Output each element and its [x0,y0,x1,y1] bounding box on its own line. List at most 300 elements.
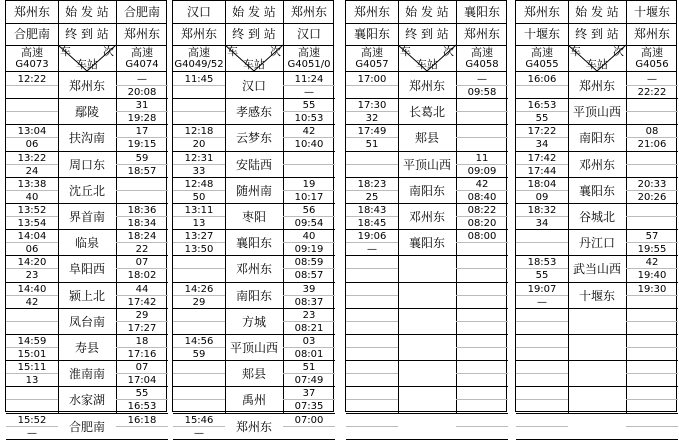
table-row [516,361,678,387]
table-row [173,152,335,178]
departure-time-right: 08:20 [467,218,497,229]
arrival-time-left [346,361,398,374]
arrival-time-right: 31 [135,100,149,112]
arrival-time-left: 15:52 [17,414,47,426]
table-row [516,152,678,178]
departure-time-right: 18:34 [127,218,157,229]
table-row [173,73,335,99]
arrival-time-right: 55 [135,388,149,400]
arrival-time-left [6,99,58,112]
terminal-left-station: 合肥南 [13,27,50,41]
departure-time-right: 08:01 [294,349,324,360]
right-time-cell [456,178,508,204]
left-time-cell [516,256,568,282]
departure-time-left: 15:01 [17,349,47,360]
departure-time-left: — [194,427,204,439]
left-time-cell [6,99,58,125]
arrival-time-right: — [647,74,657,85]
departure-time-left [173,400,225,413]
station-name: 丹江口 [578,236,615,251]
terminal-title: 终 到 站 [232,27,276,41]
table-row [6,99,168,125]
departure-time-left: 13 [25,375,39,387]
departure-time-left [516,243,568,256]
origin-right-station: 襄阳东 [463,5,500,19]
arrival-time-right [626,99,678,112]
station-name: 沈丘北 [68,183,105,198]
arrival-time-left [6,309,58,322]
table-row [516,204,678,230]
station-name [398,256,456,282]
arrival-time-right: 11:24 [294,74,324,85]
departure-time-right: 18:57 [127,165,157,177]
left-time-cell [346,256,398,282]
departure-time-right: 22:22 [637,87,667,98]
table-row [173,387,335,413]
arrival-time-right [456,256,508,269]
table-row [173,256,335,282]
table-row [173,361,335,387]
right-time-cell [626,309,678,335]
right-time-cell [456,230,508,256]
station-name: 凤台南 [68,314,105,329]
station-name [568,361,626,387]
arrival-time-left [516,361,568,374]
station-name: 界首南 [68,210,105,224]
right-time-cell [626,99,678,125]
left-time-cell [516,387,568,413]
row-divider [516,439,678,440]
station-header-cell [225,45,283,71]
arrival-time-right: 59 [135,152,149,164]
arrival-time-right: 08 [645,126,659,138]
departure-time-right: 19:55 [637,244,667,256]
table-row [346,309,508,335]
departure-time-left [346,322,398,335]
station-name: 郑州东 [68,79,105,93]
station-name [568,335,626,361]
station-name [398,387,456,413]
station-name: 淮南南 [68,367,105,382]
arrival-time-right: 07 [135,362,149,374]
departure-time-right [456,112,508,125]
left-train-grade: 高速 [21,46,43,59]
departure-time-right [626,112,678,125]
departure-time-left: 18:45 [357,218,387,229]
arrival-time-left: 13:11 [184,205,214,216]
right-time-cell [283,309,335,335]
arrival-time-right [456,99,508,112]
station-name: 禹州 [241,393,266,408]
header-label-train: 车 [570,45,581,58]
arrival-time-right: 17 [135,126,149,138]
table-row [346,414,508,440]
arrival-time-right: 23 [302,309,316,321]
departure-time-left: — [367,244,377,256]
arrival-time-left: 12:18 [184,126,214,138]
departure-time-right: 08:21 [294,322,324,334]
arrival-time-right: 18 [135,336,149,347]
station-name [398,361,456,387]
terminal-left-station: 十堰东 [523,27,560,41]
header-label-station: 车站 [586,58,608,71]
arrival-time-right [456,283,508,296]
arrival-time-right [626,152,678,165]
arrival-time-right: 37 [302,388,316,400]
left-time-cell [173,73,225,99]
arrival-time-right: 08:22 [467,205,497,216]
departure-time-right: 20:08 [127,87,157,98]
right-time-cell [116,309,168,335]
departure-time-left [516,427,568,440]
station-name: 南阳东 [408,183,445,198]
table-row [346,283,508,309]
table-row [516,309,678,335]
station-name: 邓州东 [235,262,272,277]
departure-time-left: 13:50 [184,244,214,256]
table-row [6,414,168,440]
arrival-time-left [346,387,398,400]
station-name: 南阳东 [578,131,615,146]
station-name: 郑州东 [235,419,272,434]
arrival-time-right [626,335,678,348]
station-name: 谷城北 [578,210,615,224]
table-row [516,335,678,361]
left-time-cell [6,335,58,361]
departure-time-right [626,374,678,387]
left-time-cell [516,414,568,440]
left-time-cell [173,283,225,309]
left-time-cell [346,335,398,361]
right-time-cell [116,230,168,256]
departure-time-right [456,374,508,387]
departure-time-right [456,427,508,440]
station-name [568,387,626,413]
right-time-cell [116,204,168,230]
left-time-cell [6,256,58,282]
arrival-time-left: 18:23 [357,178,387,190]
arrival-time-left: 14:20 [17,257,47,269]
table-row [346,152,508,178]
arrival-time-left [173,256,225,269]
left-train-number: G4049/52 [174,59,224,70]
table-row [6,230,168,256]
origin-title: 始 发 站 [405,5,449,19]
arrival-time-left [516,387,568,400]
arrival-time-right: 19:30 [637,283,667,295]
arrival-time-left [173,99,225,112]
departure-time-right [456,348,508,361]
right-time-cell [626,230,678,256]
arrival-time-right [456,309,508,322]
header-divider [173,71,333,72]
terminal-title: 终 到 站 [575,27,619,41]
arrival-time-left [346,283,398,296]
station-name: 襄阳东 [578,183,615,198]
right-time-cell [283,73,335,99]
station-header-cell [398,45,456,71]
departure-time-left: 32 [365,113,379,125]
arrival-time-left [346,414,398,427]
departure-time-left [346,427,398,440]
departure-time-right: 22 [135,244,149,256]
departure-time-right: 17:42 [127,296,157,308]
departure-time-left [346,86,398,99]
left-time-cell [6,387,58,413]
station-name: 平顶山西 [229,341,278,355]
arrival-time-right [456,361,508,374]
origin-title: 始 发 站 [575,5,619,19]
arrival-time-left [516,414,568,427]
station-name: 水家湖 [68,393,105,408]
terminal-right-station: 汉口 [296,27,321,41]
arrival-time-right [116,178,168,191]
row-divider [346,439,508,440]
departure-time-left [6,322,58,335]
departure-time-left: 06 [25,244,39,256]
table-row [6,178,168,204]
departure-time-left: 51 [365,139,379,151]
arrival-time-right: — [137,74,147,85]
table-row [346,125,508,151]
arrival-time-left [173,361,225,374]
departure-time-right [626,165,678,178]
departure-time-left: 50 [192,191,206,203]
departure-time-right: 10:53 [294,113,324,125]
right-time-cell [283,283,335,309]
arrival-time-left: 17:42 [527,152,557,164]
table-row [516,283,678,309]
left-time-cell [6,125,58,151]
left-time-cell [516,204,568,230]
right-time-cell [456,256,508,282]
arrival-time-left: 17:30 [357,100,387,112]
origin-left-station: 汉口 [186,5,211,19]
terminal-left-station: 郑州东 [180,27,217,41]
departure-time-right [456,322,508,335]
station-name: 平顶山西 [402,157,451,172]
arrival-time-left: 11:45 [184,74,214,85]
table-row [173,414,335,440]
departure-time-left [346,269,398,282]
station-name: 郑州东 [578,79,615,93]
table-row [346,230,508,256]
departure-time-left: 17:44 [527,165,557,177]
timetable-panel [345,0,507,412]
table-row [346,204,508,230]
station-name: 扶沟南 [68,131,105,146]
left-time-cell [516,230,568,256]
station-name [568,309,626,335]
right-train-grade: 高速 [641,46,663,59]
right-time-cell [626,361,678,387]
departure-time-right: 08:40 [467,191,497,203]
arrival-time-left: 12:48 [184,178,214,190]
left-time-cell [173,178,225,204]
right-time-cell [283,204,335,230]
right-time-cell [116,125,168,151]
left-time-cell [6,230,58,256]
table-row [516,230,678,256]
left-train-number: G4073 [15,59,49,70]
arrival-time-left: 18:32 [527,205,557,216]
departure-time-right: 17:04 [127,375,157,387]
departure-time-left: 55 [535,270,549,282]
left-time-cell [173,152,225,178]
departure-time-left: 09 [535,191,549,203]
departure-time-left [173,374,225,387]
right-time-cell [456,414,508,440]
origin-title: 始 发 站 [232,5,276,19]
departure-time-right: 20:26 [637,191,667,203]
right-time-cell [116,283,168,309]
left-time-cell [6,178,58,204]
table-row [516,178,678,204]
arrival-time-left: 13:38 [17,178,47,190]
arrival-time-left [346,152,398,165]
table-row [6,73,168,99]
table-row [516,99,678,125]
right-time-cell [626,204,678,230]
right-time-cell [116,335,168,361]
timetable-panel [5,0,167,439]
left-time-cell [516,309,568,335]
arrival-time-left [173,309,225,322]
table-row [346,178,508,204]
arrival-time-left: 18:53 [527,257,557,269]
departure-time-left [173,322,225,335]
station-name: 郏县 [414,131,439,146]
header-label-number: 次 [103,45,114,58]
departure-time-left [6,86,58,99]
departure-time-right [456,296,508,309]
station-name: 颍上北 [68,288,105,303]
departure-time-right: 19:40 [637,270,667,282]
right-time-cell [456,152,508,178]
left-time-cell [346,152,398,178]
header-label-train: 车 [227,45,238,58]
right-time-cell [626,125,678,151]
arrival-time-left: 17:22 [527,126,557,138]
arrival-time-left [516,230,568,243]
left-time-cell [173,125,225,151]
station-name: 周口东 [68,157,105,172]
arrival-time-right: 08:59 [294,257,324,269]
left-time-cell [516,125,568,151]
right-time-cell [626,414,678,440]
table-row [346,256,508,282]
right-time-cell [116,361,168,387]
header-label-train: 车 [60,45,71,58]
departure-time-right: 08:37 [294,296,324,308]
departure-time-right: 09:19 [294,244,324,256]
departure-time-right [456,400,508,413]
arrival-time-right: 29 [135,309,149,321]
departure-time-right: 19:15 [127,139,157,151]
arrival-time-left: 16:06 [527,74,557,85]
station-name: 方城 [241,314,266,329]
departure-time-left: 34 [535,218,549,229]
departure-time-left [173,269,225,282]
station-name: 南阳东 [235,288,272,303]
arrival-time-right: 18:36 [127,205,157,216]
departure-time-right [626,296,678,309]
terminal-right-station: 郑州东 [123,27,160,41]
right-time-cell [283,387,335,413]
arrival-time-left: 18:43 [357,205,387,216]
departure-time-left: 23 [25,270,39,282]
departure-time-right: 18:02 [127,270,157,282]
table-row [173,283,335,309]
left-time-cell [6,309,58,335]
right-train-number: G4051/0 [287,59,331,70]
departure-time-left [516,348,568,361]
arrival-time-right [626,204,678,217]
arrival-time-right: 51 [302,362,316,374]
departure-time-left: 33 [192,165,206,177]
row-divider [6,439,168,440]
right-time-cell [116,99,168,125]
arrival-time-right: 03 [302,336,316,347]
station-name: 平顶山西 [572,105,621,120]
origin-right-station: 郑州东 [290,5,327,19]
station-name: 寿县 [74,341,99,355]
departure-time-right: 16:53 [127,401,157,413]
departure-time-left: 40 [25,191,39,203]
departure-time-right [116,427,168,440]
right-time-cell [283,414,335,440]
table-row [173,335,335,361]
departure-time-left [346,165,398,178]
right-time-cell [456,125,508,151]
arrival-time-right [456,387,508,400]
departure-time-right: 09:54 [294,218,324,229]
right-time-cell [456,361,508,387]
left-train-number: G4055 [525,59,559,70]
table-row [173,178,335,204]
departure-time-right: — [304,87,314,98]
arrival-time-right: 42 [645,257,659,269]
left-time-cell [6,204,58,230]
station-name: 襄阳东 [408,236,445,251]
arrival-time-left: 13:04 [17,126,47,138]
right-time-cell [116,73,168,99]
right-time-cell [456,73,508,99]
departure-time-left [516,374,568,387]
right-time-cell [456,335,508,361]
header-divider [6,71,166,72]
station-name [568,414,626,440]
departure-time-right [626,348,678,361]
station-name: 郏县 [241,367,266,382]
departure-time-left: 20 [192,139,206,151]
arrival-time-left: 14:40 [17,283,47,295]
station-name: 临泉 [74,236,99,251]
right-time-cell [116,387,168,413]
departure-time-left [173,86,225,99]
right-time-cell [626,152,678,178]
station-name: 鄢陵 [74,105,99,120]
arrival-time-left [346,309,398,322]
departure-time-left [346,400,398,413]
table-row [6,309,168,335]
left-time-cell [346,204,398,230]
terminal-left-station: 襄阳东 [353,27,390,41]
arrival-time-left: 13:22 [17,152,47,164]
terminal-right-station: 郑州东 [463,27,500,41]
departure-time-left [346,374,398,387]
left-time-cell [346,283,398,309]
